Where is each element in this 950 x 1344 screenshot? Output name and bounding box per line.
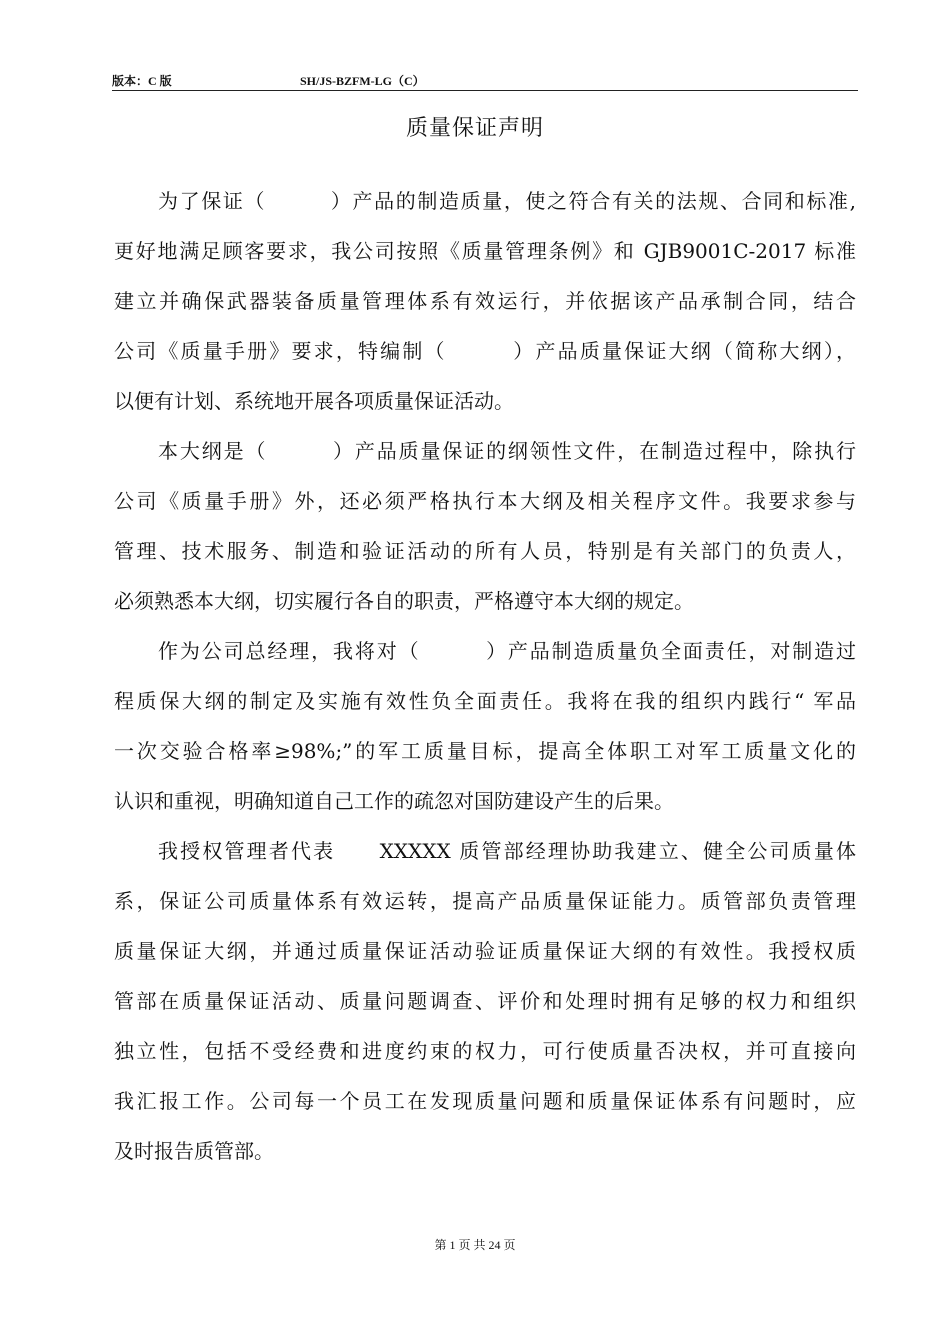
text-line: 必须熟悉本大纲，切实履行各自的职责，严格遵守本大纲的规定。 <box>114 589 694 613</box>
text-line: 我汇报工作。公司每一个员工在发现质量问题和质量保证体系有问题时，应 <box>114 1089 856 1113</box>
text-line: 系，保证公司质量体系有效运转，提高产品质量保证能力。质管部负责管理 <box>114 889 856 913</box>
paragraph-authorization <box>114 826 856 1176</box>
text-line: 更好地满足顾客要求，我公司按照《质量管理条例》和 GJB9001C-2017 标准 <box>114 239 856 263</box>
text-line: 以便有计划、系统地开展各项质量保证活动。 <box>114 389 514 413</box>
text-line: 独立性，包括不受经费和进度约束的权力，可行使质量否决权，并可直接向 <box>114 1039 856 1063</box>
page-header <box>112 74 858 91</box>
text-line: 程质保大纲的制定及实施有效性负全面责任。我将在我的组织内践行“ 军品 <box>114 689 856 713</box>
document-number: SH/JS-BZFM-LG（C） <box>300 74 425 88</box>
version-label: 版本：C 版 <box>112 74 172 88</box>
text-line: 公司《质量手册》外，还必须严格执行本大纲及相关程序文件。我要求参与 <box>114 489 856 513</box>
text-line: 公司《质量手册》要求，特编制（ ）产品质量保证大纲（简称大纲）， <box>114 339 856 363</box>
text-line: 认识和重视，明确知道自己工作的疏忽对国防建设产生的后果。 <box>114 789 674 813</box>
text-line: 为了保证（ ）产品的制造质量，使之符合有关的法规、合同和标准, <box>158 189 856 213</box>
text-line: 本大纲是（ ）产品质量保证的纲领性文件，在制造过程中，除执行 <box>158 439 856 463</box>
text-line: 管部在质量保证活动、质量问题调查、评价和处理时拥有足够的权力和组织 <box>114 989 856 1013</box>
paragraph-gm-responsibility <box>114 626 856 826</box>
text-line: 质量保证大纲，并通过质量保证活动验证质量保证大纲的有效性。我授权质 <box>114 939 856 963</box>
page-number: 第 1 页 共 24 页 <box>434 1238 516 1252</box>
page-title: 质量保证声明 <box>405 116 544 141</box>
text-line: 我授权管理者代表 XXXXX 质管部经理协助我建立、健全公司质量体 <box>158 839 856 863</box>
paragraph-outline-role <box>114 426 856 626</box>
text-line: 作为公司总经理，我将对（ ）产品制造质量负全面责任，对制造过 <box>158 639 856 663</box>
text-line: 管理、技术服务、制造和验证活动的所有人员，特别是有关部门的负责人， <box>114 539 856 563</box>
text-line: 建立并确保武器装备质量管理体系有效运行，并依据该产品承制合同，结合 <box>114 289 856 313</box>
text-line: 及时报告质管部。 <box>114 1139 274 1163</box>
paragraph-purpose <box>114 176 856 426</box>
text-line: 一次交验合格率≥98%;”的军工质量目标，提高全体职工对军工质量文化的 <box>114 739 856 763</box>
